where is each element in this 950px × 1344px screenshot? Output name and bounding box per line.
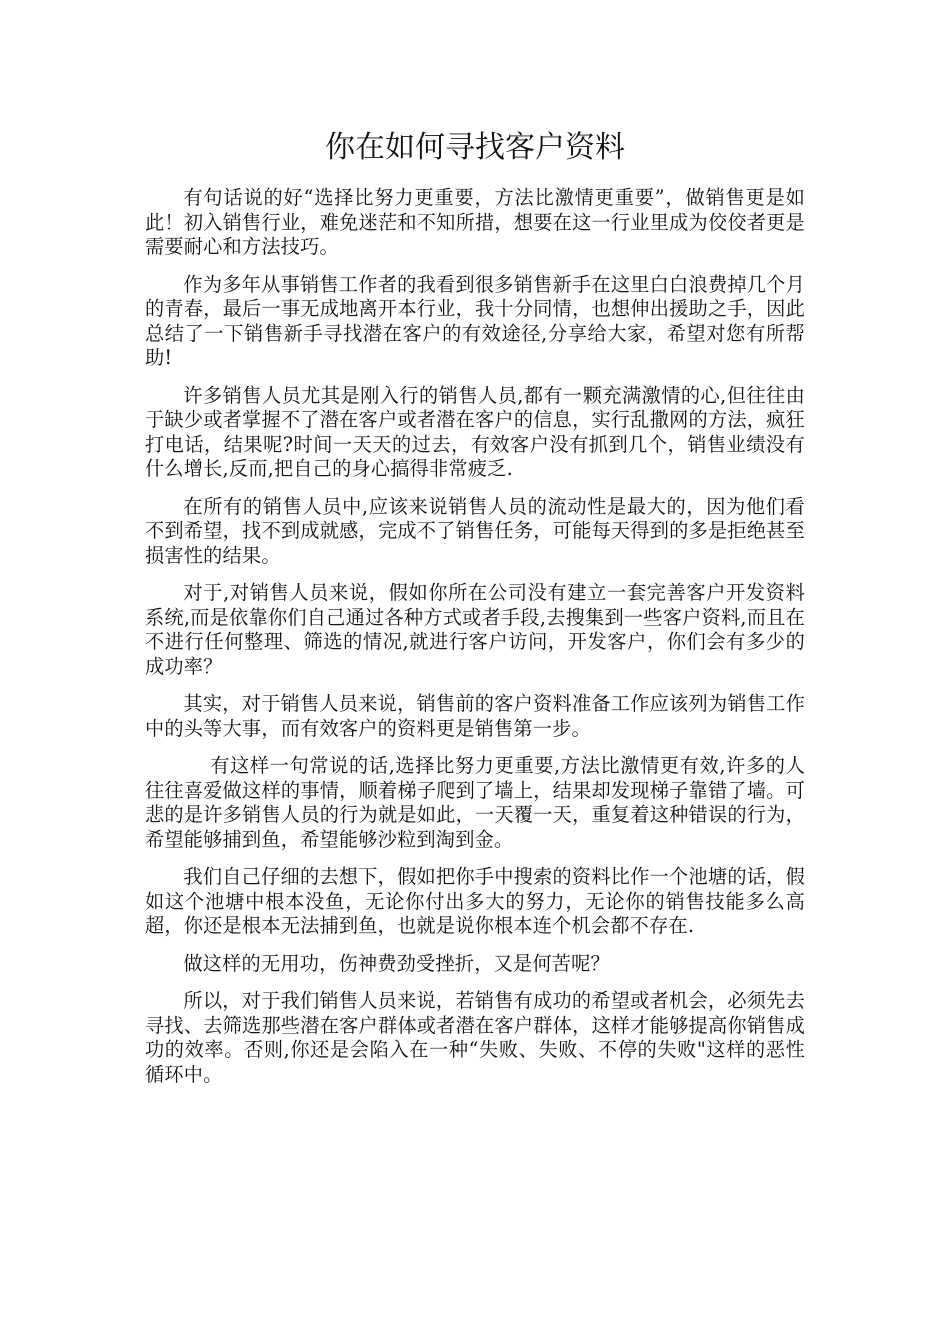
paragraph: 我们自己仔细的去想下，假如把你手中搜索的资料比作一个池塘的话，假如这个池塘中根本没鱼，无论你付出多大的努力，无论你的销售技能多么高超，你还是根本无法捕到鱼，也就是说你根本连个机会都不存在. xyxy=(145,865,805,937)
paragraph: 对于,对销售人员来说，假如你所在公司没有建立一套完善客户开发资料系统,而是依靠你们自己通过各种方式或者手段,去搜集到一些客户资料,而且在不进行任何整理、筛选的情况,就进行客户访问，开发客户，你们会有多少的成功率？ xyxy=(145,581,805,678)
paragraph: 所以，对于我们销售人员来说，若销售有成功的希望或者机会，必须先去寻找、去筛选那些潜在客户群体或者潜在客户群体，这样才能够提高你销售成功的效率。否则,你还是会陷入在一种“失败、失败、不停的失败"这样的恶性循环中。 xyxy=(145,989,805,1086)
paragraph: 有句话说的好“选择比努力更重要，方法比激情更重要”，做销售更是如此！初入销售行业，难免迷茫和不知所措，想要在这一行业里成为佼佼者更是需要耐心和方法技巧。 xyxy=(145,186,805,258)
paragraph: 许多销售人员尤其是刚入行的销售人员,都有一颗充满激情的心,但往往由于缺少或者掌握不了潜在客户或者潜在客户的信息，实行乱撒网的方法，疯狂打电话，结果呢?时间一天天的过去，有效客户没有抓到几个，销售业绩没有什么增长,反而,把自己的身心搞得非常疲乏. xyxy=(145,383,805,480)
document-body xyxy=(145,186,805,1100)
paragraph: 做这样的无用功，伤神费劲受挫折，又是何苦呢？ xyxy=(183,951,610,975)
paragraph: 其实，对于销售人员来说，销售前的客户资料准备工作应该列为销售工作中的头等大事，而有效客户的资料更是销售第一步。 xyxy=(145,692,805,740)
paragraph: 作为多年从事销售工作者的我看到很多销售新手在这里白白浪费掉几个月的青春，最后一事无成地离开本行业，我十分同情，也想伸出援助之手，因此总结了一下销售新手寻找潜在客户的有效途径,分享给大家，希望对您有所帮助! xyxy=(145,272,805,369)
paragraph: 有这样一句常说的话,选择比努力更重要,方法比激情更有效,许多的人往往喜爱做这样的事情，顺着梯子爬到了墙上，结果却发现梯子靠错了墙。可悲的是许多销售人员的行为就是如此，一天覆一天，重复着这种错误的行为，希望能够捕到鱼，希望能够沙粒到淘到金。 xyxy=(145,754,805,851)
paragraph: 在所有的销售人员中,应该来说销售人员的流动性是最大的，因为他们看不到希望，找不到成就感，完成不了销售任务，可能每天得到的多是拒绝甚至损害性的结果。 xyxy=(145,494,805,567)
document-title: 你在如何寻找客户资料 xyxy=(325,130,625,165)
